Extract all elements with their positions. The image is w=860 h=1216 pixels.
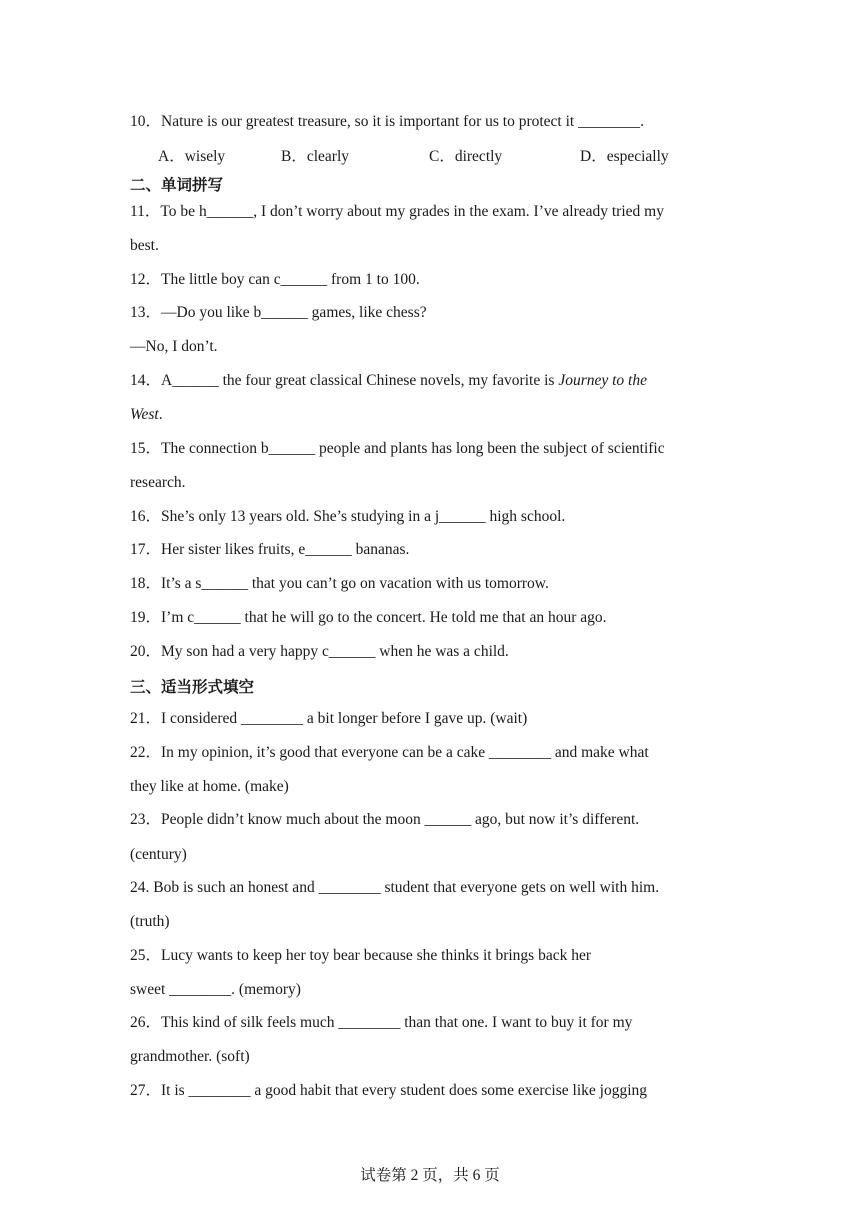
question-20: 20．My son had a very happy c______ when he was a child. bbox=[130, 643, 509, 660]
question-21: 21．I considered ________ a bit longer before I gave up. (wait) bbox=[130, 710, 528, 727]
option-d: D．especially bbox=[580, 148, 669, 165]
option-c: C．directly bbox=[429, 148, 503, 165]
page-footer: 试卷第 2 页，共 6 页 bbox=[360, 1167, 500, 1184]
question-27: 27．It is ________ a good habit that every student does some exercise like jogging bbox=[130, 1082, 647, 1099]
question-25-cont: sweet ________. (memory) bbox=[130, 981, 301, 998]
question-24: 24. Bob is such an honest and ________ student that everyone gets on well with him. bbox=[130, 879, 660, 896]
question-14: 14．A______ the four great classical Chinese novels, my favorite is Journey to the bbox=[130, 372, 647, 389]
question-22-cont: they like at home. (make) bbox=[130, 778, 289, 795]
question-25: 25．Lucy wants to keep her toy bear because she thinks it brings back her bbox=[130, 947, 591, 964]
question-15-cont: research. bbox=[130, 474, 186, 491]
question-11-cont: best. bbox=[130, 237, 159, 254]
section-heading-word-forms: 三、适当形式填空 bbox=[130, 678, 255, 696]
question-11: 11．To be h______, I don’t worry about my grades in the exam. I’ve already tried my bbox=[130, 203, 664, 220]
question-26: 26．This kind of silk feels much ________ than that one. I want to buy it for my bbox=[130, 1014, 633, 1031]
question-18: 18．It’s a s______ that you can’t go on vacation with us tomorrow. bbox=[130, 575, 549, 592]
option-b: B．clearly bbox=[281, 148, 350, 165]
question-24-cont: (truth) bbox=[130, 913, 170, 930]
question-17: 17．Her sister likes fruits, e______ bananas. bbox=[130, 541, 410, 558]
question-10: 10．Nature is our greatest treasure, so it is important for us to protect it ________. bbox=[130, 113, 644, 130]
question-16: 16．She’s only 13 years old. She’s studying in a j______ high school. bbox=[130, 508, 566, 525]
question-23-cont: (century) bbox=[130, 846, 187, 863]
section-heading-spelling: 二、单词拼写 bbox=[130, 176, 224, 194]
question-23: 23．People didn’t know much about the moon ______ ago, but now it’s different. bbox=[130, 811, 640, 828]
question-13-answer: —No, I don’t. bbox=[130, 338, 218, 355]
question-22: 22．In my opinion, it’s good that everyone can be a cake ________ and make what bbox=[130, 744, 649, 761]
option-a: A．wisely bbox=[158, 148, 226, 165]
question-12: 12．The little boy can c______ from 1 to 100. bbox=[130, 271, 420, 288]
question-19: 19．I’m c______ that he will go to the concert. He told me that an hour ago. bbox=[130, 609, 607, 626]
question-26-cont: grandmother. (soft) bbox=[130, 1048, 250, 1065]
question-14-cont: West. bbox=[130, 406, 163, 423]
question-13: 13．—Do you like b______ games, like chess? bbox=[130, 304, 427, 321]
question-15: 15．The connection b______ people and plants has long been the subject of scientific bbox=[130, 440, 665, 457]
